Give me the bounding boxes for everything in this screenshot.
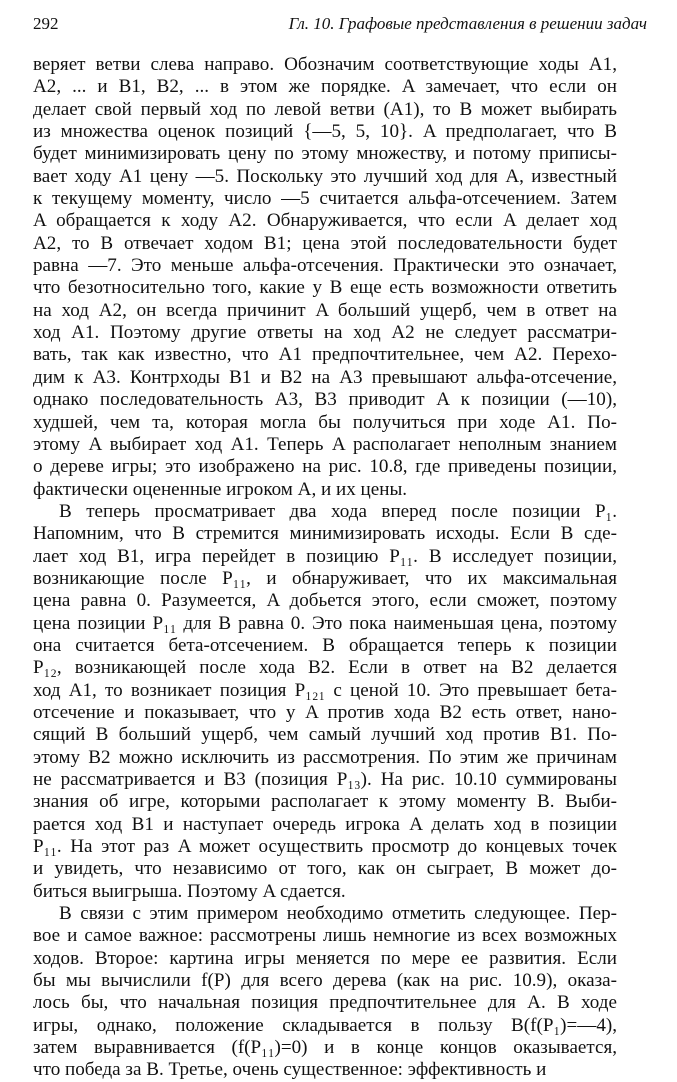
text-line: цена равна 0. Разумеется, A добьется этого, если сможет, поэтому <box>33 590 617 612</box>
text-line: P₁₁. На этот раз A может осуществить просмотр до концевых точек <box>33 836 617 858</box>
text-line: отсечение и показывает, что у A против хода B2 есть ответ, нано- <box>33 701 617 723</box>
text-line: вать, так как известно, что A1 предпочтительнее, чем A2. Перехо- <box>33 344 617 366</box>
page-header <box>33 12 647 36</box>
paragraph <box>33 501 617 903</box>
text-line: игры, однако, положение складывается в пользу B(f(P₁)=—4), <box>33 1014 617 1036</box>
text-line: ходов. Второе: картина игры меняется по мере ее развития. Если <box>33 947 617 969</box>
text-line: вое и самое важное: рассмотрены лишь немногие из всех возможных <box>33 925 617 947</box>
text-line: она считается бета-отсечением. B обращается теперь к позиции <box>33 634 617 656</box>
text-line: этому A выбирает ход A1. Теперь A располагает неполным знанием <box>33 433 617 455</box>
text-line: веряет ветви слева направо. Обозначим соответствующие ходы A1, <box>33 54 617 75</box>
text-line: бы мы вычислили f(P) для всего дерева (как на рис. 10.9), оказа- <box>33 970 617 992</box>
text-line: лает ход B1, игра перейдет в позицию P₁₁. B исследует позиции, <box>33 545 617 567</box>
text-line: о дереве игры; это изображено на рис. 10.8, где приведены позиции, <box>33 456 617 478</box>
text-line: вает ходу A1 цену —5. Поскольку это лучший ход для A, известный <box>33 165 617 187</box>
text-line: затем выравнивается (f(P₁₁)=0) и в конце концов оказывается, <box>33 1037 617 1059</box>
paragraph <box>33 903 617 1082</box>
text-line: цена позиции P₁₁ для B равна 0. Это пока наименьшая цена, поэтому <box>33 612 617 634</box>
text-line: что победа за B. Третье, очень существенное: эффективность и <box>33 1059 547 1081</box>
text-line: Напомним, что B стремится минимизировать исходы. Если B сде- <box>33 523 617 545</box>
text-line: возникающие после P₁₁, и обнаруживает, что их максимальная <box>33 567 617 589</box>
text-line: не рассматривается и B3 (позиция P₁₃). На рис. 10.10 суммированы <box>33 769 617 790</box>
text-line: лось бы, что начальная позиция предпочтительнее для A. В ходе <box>33 992 617 1014</box>
text-line: что безотносительно того, какие у B еще есть возможности ответить <box>33 277 617 299</box>
text-line: к текущему моменту, число —5 считается альфа-отсечением. Затем <box>33 188 617 210</box>
text-line: на ход A2, он всегда причинит A больший ущерб, чем в ответ на <box>33 299 617 321</box>
text-line: ход A1, то возникает позиция P₁₂₁ с ценой 10. Это превышает бета- <box>33 679 617 701</box>
text-line: равна —7. Это меньше альфа-отсечения. Практически это означает, <box>33 255 617 277</box>
text-line: фактически оцененные игроком A, и их цены. <box>33 478 408 500</box>
text-line: дим к A3. Контрходы B1 и B2 на A3 превышают альфа-отсечение, <box>33 366 617 388</box>
text-line: делает свой первый ход по левой ветви (A1), то B может выбирать <box>33 98 617 120</box>
text-line: биться выигрыша. Поэтому A сдается. <box>33 880 346 902</box>
running-title: Гл. 10. Графовые представления в решении задач <box>288 14 647 33</box>
text-line: В связи с этим примером необходимо отметить следующее. Пер- <box>59 903 617 925</box>
text-line: ход A1. Поэтому другие ответы на ход A2 не следует рассматри- <box>33 322 617 344</box>
text-line: однако последовательность A3, B3 приводит A к позиции (—10), <box>33 389 617 411</box>
text-line: A2, ... и B1, B2, ... в этом же порядке. A замечает, что если он <box>33 76 617 98</box>
text-line: P₁₂, возникающей после хода B2. Если в ответ на B2 делается <box>33 657 617 679</box>
text-line: сящий B больший ущерб, чем самый лучший ход против B1. По- <box>33 724 617 746</box>
text-line: будет минимизировать цену по этому множеству, и потому приписы- <box>33 143 617 165</box>
text-line: из множества оценок позиций {—5, 5, 10}. A предполагает, что B <box>33 121 617 143</box>
text-line: и увидеть, что независимо от того, как он сыграет, B может до- <box>33 858 617 880</box>
text-line: A обращается к ходу A2. Обнаруживается, что если A делает ход <box>33 210 617 232</box>
paragraph <box>33 54 617 501</box>
page-number: 292 <box>33 14 59 33</box>
text-line: знания об игре, которыми располагает к этому моменту B. Выби- <box>33 791 617 813</box>
text-line: худшей, чем та, которая могла бы получиться при ходе A1. По- <box>33 411 617 433</box>
text-line: рается ход B1 и наступает очередь игрока A делать ход в позиции <box>33 813 617 835</box>
text-line: B теперь просматривает два хода вперед после позиции P₁. <box>59 500 617 522</box>
text-line: этому B2 можно исключить из рассмотрения. По этим же причинам <box>33 746 617 768</box>
body-text <box>33 54 617 1082</box>
text-line: A2, то B отвечает ходом B1; цена этой последовательности будет <box>33 232 617 254</box>
